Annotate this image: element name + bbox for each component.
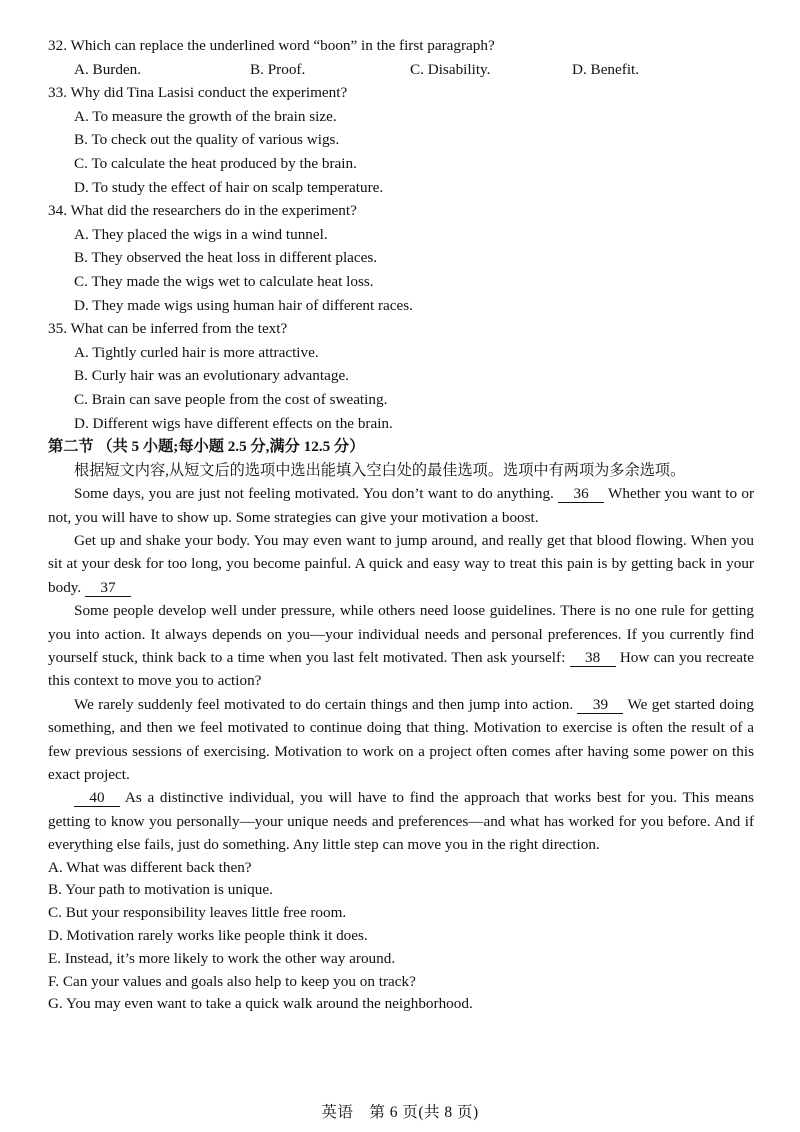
passage-text: Whether you want to or not, you will have to show up. Some strategies can give your motivation a boost.	[48, 485, 754, 526]
option-33-d: D. To study the effect of hair on scalp temperature.	[74, 178, 384, 196]
answer-choices	[48, 857, 754, 1017]
passage-text: Some days, you are just not feeling motivated. You don’t want to do anything.	[74, 485, 554, 503]
option-33-b: B. To check out the quality of various wigs.	[74, 131, 340, 149]
choice-a: A. What was different back then?	[48, 858, 252, 876]
choice-g: G. You may even want to take a quick walk around the neighborhood.	[48, 995, 473, 1013]
passage-paragraph-3	[48, 599, 754, 693]
question-33-stem: 33. Why did Tina Lasisi conduct the experiment?	[48, 84, 348, 102]
passage-text: We get started doing something, and then we feel motivated to continue doing that thing. Motivation to exercise is often the result of a few previous sessions of exercising. Motivation to work on a project often comes after having some power on this exact project.	[48, 695, 754, 783]
option-32-d: D. Benefit.	[572, 60, 640, 78]
option-34-c: C. They made the wigs wet to calculate heat loss.	[74, 272, 374, 290]
choice-c: C. But your responsibility leaves little free room.	[48, 904, 347, 922]
option-33-c: C. To calculate the heat produced by the brain.	[74, 154, 357, 172]
option-34-d: D. They made wigs using human hair of different races.	[74, 296, 413, 314]
choice-d: D. Motivation rarely works like people think it does.	[48, 926, 368, 944]
option-35-b: B. Curly hair was an evolutionary advantage.	[74, 367, 349, 385]
passage-text: Get up and shake your body. You may even want to jump around, and really get that blood flowing. When you sit at your desk for too long, you become painful. A quick and easy way to treat this pain is by getting back in your body.	[48, 531, 754, 596]
question-35-stem: 35. What can be inferred from the text?	[48, 320, 288, 338]
option-34-b: B. They observed the heat loss in different places.	[74, 249, 378, 267]
option-35-a: A. Tightly curled hair is more attractive.	[74, 343, 319, 361]
choice-e: E. Instead, it’s more likely to work the other way around.	[48, 949, 396, 967]
passage-paragraph-4	[48, 693, 754, 787]
passage-text: How can you recreate this context to move you to action?	[48, 648, 755, 690]
section-instruction: 根据短文内容,从短文后的选项中选出能填入空白处的最佳选项。选项中有两项为多余选项。	[74, 461, 686, 479]
option-34-a: A. They placed the wigs in a wind tunnel.	[74, 225, 328, 243]
option-32-b: B. Proof.	[250, 60, 306, 78]
passage-paragraph-2	[48, 529, 754, 599]
option-33-a: A. To measure the growth of the brain size.	[74, 107, 337, 125]
blank-37: 37	[85, 579, 131, 597]
page-footer: 英语 第 6 页(共 8 页)	[321, 1104, 479, 1121]
exam-page	[48, 34, 754, 1016]
blank-38: 38	[570, 649, 616, 667]
passage-paragraph-1	[48, 482, 754, 529]
passage-paragraph-5	[48, 786, 754, 856]
blank-36: 36	[558, 485, 604, 503]
option-32-a: A. Burden.	[74, 60, 142, 78]
option-35-d: D. Different wigs have different effects on the brain.	[74, 414, 393, 432]
passage-text: We rarely suddenly feel motivated to do certain things and then jump into action.	[74, 695, 574, 713]
question-34-stem: 34. What did the researchers do in the experiment?	[48, 202, 357, 220]
option-35-c: C. Brain can save people from the cost of sweating.	[74, 390, 388, 408]
section-heading: 第二节 （共 5 小题;每小题 2.5 分,满分 12.5 分）	[48, 438, 365, 456]
question-32-options	[48, 58, 754, 82]
passage-text: As a distinctive individual, you will have to find the approach that works best for you. This means getting to know you personally—your unique needs and preferences—and what has worked for you before. And if everything else fails, just do something. Any little step can move you in the right direction.	[48, 789, 754, 854]
choice-f: F. Can your values and goals also help to keep you on track?	[48, 972, 416, 990]
passage-text: Some people develop well under pressure, while others need loose guidelines. There is no one rule for getting you into action. It always depends on you—your individual needs and personal preferences. If you currently find yourself stuck, think back to a time when you last felt motivated. Then ask yourself:	[48, 602, 754, 666]
blank-40: 40	[74, 789, 120, 807]
option-32-c: C. Disability.	[410, 60, 491, 78]
choice-b: B. Your path to motivation is unique.	[48, 881, 273, 899]
blank-39: 39	[577, 696, 623, 714]
question-32-stem: 32. Which can replace the underlined word “boon” in the first paragraph?	[48, 37, 495, 54]
